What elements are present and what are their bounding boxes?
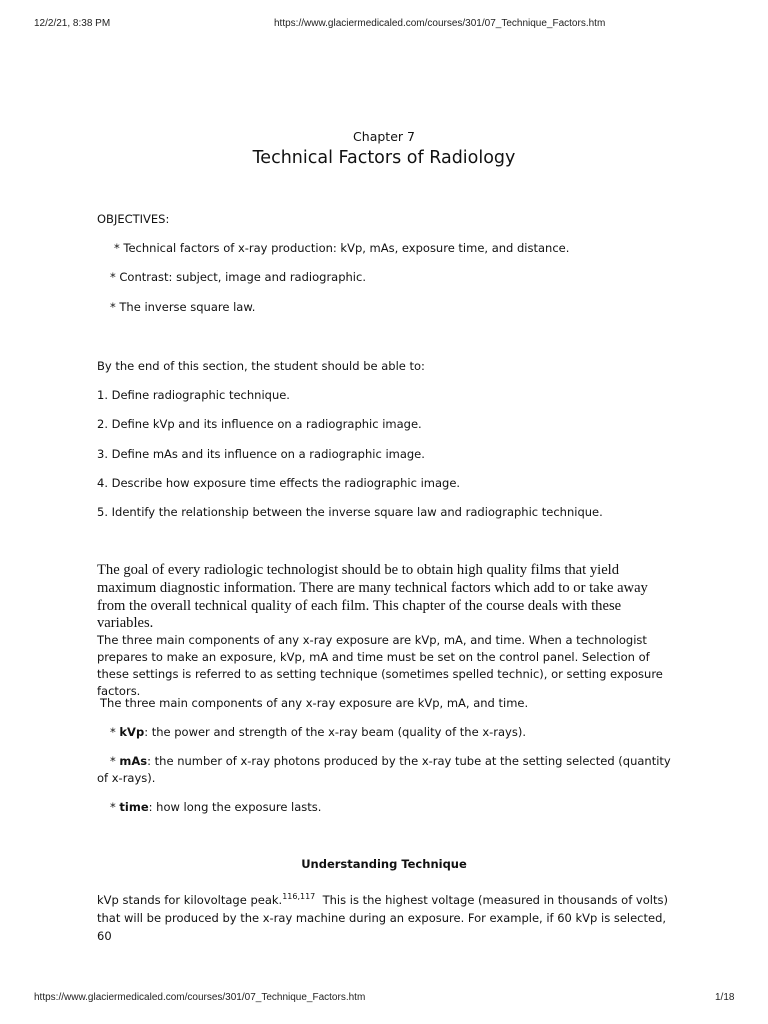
component-definition: : the number of x-ray photons produced by the x-ray tube at the setting selected (quantity of x-rays). [97,754,671,785]
outcome-item: 2. Define kVp and its influence on a radiographic image. [97,417,422,431]
kvp-paragraph-start: kVp stands for kilovoltage peak. [97,893,283,907]
components-paragraph: The three main components of any x-ray exposure are kVp, mA, and time. When a technologist prepares to make an exposure, kVp, mA and time must be set on the control panel. Selection of these settings is referred to as setting technique (sometimes spelled technic), or setting exposure factors. [97,633,663,698]
page-title: Technical Factors of Radiology [252,148,516,168]
print-header-url: https://www.glaciermedicaled.com/courses/301/07_Technique_Factors.htm [274,18,606,29]
component-mas [97,753,677,787]
components-intro: The three main components of any x-ray exposure are kVp, mA, and time. [100,696,529,710]
print-footer-url: https://www.glaciermedicaled.com/courses/301/07_Technique_Factors.htm [34,992,366,1003]
outcomes-intro: By the end of this section, the student should be able to: [97,359,425,373]
component-term: time [119,800,149,814]
objective-item: * The inverse square law. [110,300,256,314]
component-definition: : how long the exposure lasts. [148,800,322,814]
component-kvp [110,725,526,739]
outcome-item: 1. Define radiographic technique. [97,388,290,402]
component-time [110,800,321,814]
goal-paragraph: The goal of every radiologic technologist should be to obtain high quality films that yield maximum diagnostic information. There are many technical factors which add to or take away from the overall technical quality of each film. This chapter of the course deals with these variables. [97,562,648,632]
objective-item: * Technical factors of x-ray production: kVp, mAs, exposure time, and distance. [114,241,570,255]
bullet-marker: * [110,725,120,739]
component-term: kVp [119,725,145,739]
outcome-item: 5. Identify the relationship between the inverse square law and radiographic technique. [97,505,603,519]
objective-item: * Contrast: subject, image and radiographic. [110,270,366,284]
component-term: mAs [119,754,148,768]
component-definition: : the power and strength of the x-ray beam (quality of the x-rays). [144,725,526,739]
outcome-item: 4. Describe how exposure time effects the radiographic image. [97,476,461,490]
bullet-marker: * [110,800,120,814]
outcome-item: 3. Define mAs and its influence on a radiographic image. [97,447,425,461]
citation-superscript: 116,117 [282,892,316,902]
section-heading: Understanding Technique [301,857,467,871]
print-datetime: 12/2/21, 8:38 PM [34,18,111,29]
kvp-paragraph [97,891,677,945]
chapter-label: Chapter 7 [353,129,415,144]
objectives-heading: OBJECTIVES: [97,212,170,226]
bullet-marker: * [110,754,120,768]
kvp-paragraph-rest: This is the highest voltage (measured in thousands of volts) that will be produced by the x-ray machine during an exposure. For example, if 60 kVp is selected, 60 [97,893,672,943]
page-number: 1/18 [715,992,735,1003]
